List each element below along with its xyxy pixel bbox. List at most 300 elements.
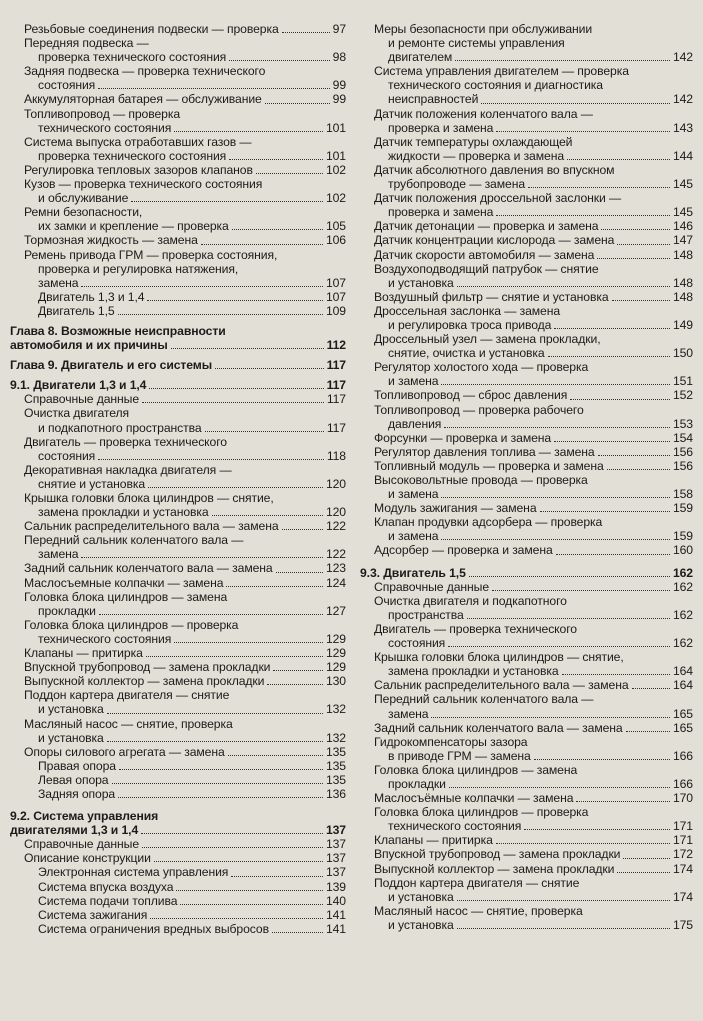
toc-entry-title: Маслосъемные колпачки — замена bbox=[24, 575, 224, 590]
toc-page-number: 137 bbox=[325, 837, 346, 852]
toc-page-number: 130 bbox=[325, 674, 346, 689]
toc-entry-title: двигателями 1,3 и 1,4 bbox=[10, 823, 139, 838]
toc-page-number: 154 bbox=[672, 430, 693, 445]
dot-leader bbox=[448, 646, 670, 647]
toc-entry-title: Регулятор давления топлива — замена bbox=[374, 444, 595, 459]
dot-leader bbox=[131, 201, 323, 202]
toc-entry bbox=[10, 660, 346, 674]
toc-entry-title: Передний сальник коленчатого вала — bbox=[24, 533, 244, 548]
toc-entry-title: Задняя опора bbox=[38, 786, 116, 801]
toc-entry bbox=[360, 459, 693, 473]
toc-entry bbox=[360, 248, 693, 262]
toc-entry-title: Масляный насос — снятие, проверка bbox=[374, 903, 583, 918]
toc-entry-title: Выпускной коллектор — замена прокладки bbox=[374, 861, 615, 876]
toc-entry-title: Меры безопасности при обслуживании bbox=[374, 22, 593, 36]
toc-entry-title: снятие, очистка и установка bbox=[388, 346, 545, 361]
toc-entry-title: и ремонте системы управления bbox=[388, 36, 565, 51]
toc-entry-title: пространства bbox=[388, 607, 464, 622]
toc-entry-title: Высоковольтные провода — проверка bbox=[374, 473, 588, 487]
toc-entry-title: Регулировка тепловых зазоров клапанов bbox=[24, 162, 253, 177]
toc-entry bbox=[10, 837, 346, 851]
toc-entry bbox=[10, 717, 346, 745]
toc-entry-title: Левая опора bbox=[38, 772, 109, 787]
toc-page-number: 120 bbox=[325, 505, 346, 520]
toc-entry-title: Сальник распределительного вала — замена bbox=[24, 519, 279, 534]
dot-leader bbox=[457, 928, 670, 929]
toc-entry-title: и замена bbox=[388, 529, 439, 544]
toc-page-number: 137 bbox=[325, 865, 346, 880]
dot-leader bbox=[171, 348, 324, 349]
toc-entry bbox=[360, 262, 693, 290]
dot-leader bbox=[431, 717, 670, 718]
dot-leader bbox=[201, 244, 323, 245]
toc-entry bbox=[10, 908, 346, 922]
toc-entry bbox=[360, 515, 693, 543]
toc-entry-title: Передний сальник коленчатого вала — bbox=[374, 692, 594, 707]
toc-entry-title: замена bbox=[38, 547, 79, 562]
toc-entry-title: проверка технического состояния bbox=[38, 50, 227, 65]
dot-leader bbox=[556, 554, 670, 555]
toc-entry-title: автомобиля и их причины bbox=[10, 338, 168, 353]
toc-page-number: 142 bbox=[672, 92, 693, 107]
toc-entry-title: Задний сальник коленчатого вала — замена bbox=[374, 720, 623, 735]
toc-entry-title: и регулировка троса привода bbox=[388, 317, 552, 332]
toc-page-number: 99 bbox=[332, 78, 346, 93]
dot-leader bbox=[256, 173, 323, 174]
toc-entry bbox=[10, 205, 346, 233]
toc-page-number: 98 bbox=[332, 50, 346, 65]
toc-entry bbox=[360, 735, 693, 763]
toc-page-number: 107 bbox=[325, 275, 346, 290]
dot-leader bbox=[180, 904, 323, 905]
toc-page-number: 166 bbox=[672, 748, 693, 763]
toc-entry-title: и замена bbox=[388, 487, 439, 502]
toc-entry-title: технического состояния и диагностика bbox=[388, 78, 603, 93]
dot-leader bbox=[228, 755, 323, 756]
toc-entry bbox=[10, 646, 346, 660]
dot-leader bbox=[562, 674, 670, 675]
dot-leader bbox=[457, 900, 670, 901]
toc-entry bbox=[360, 501, 693, 515]
toc-page-number: 170 bbox=[672, 791, 693, 806]
dot-leader bbox=[576, 801, 670, 802]
dot-leader bbox=[496, 215, 670, 216]
toc-entry-title: Воздушный фильтр — снятие и установка bbox=[374, 289, 609, 304]
dot-leader bbox=[449, 787, 670, 788]
toc-entry bbox=[10, 922, 346, 936]
toc-entry bbox=[10, 674, 346, 688]
toc-entry bbox=[360, 360, 693, 388]
dot-leader bbox=[212, 515, 323, 516]
toc-entry-title: в приводе ГРМ — замена bbox=[388, 748, 531, 763]
toc-entry bbox=[360, 403, 693, 431]
toc-page-number: 118 bbox=[326, 448, 346, 463]
toc-entry-title: Датчик положения дроссельной заслонки — bbox=[374, 191, 622, 206]
toc-entry-title: Кузов — проверка технического состояния bbox=[24, 177, 263, 192]
toc-entry-title: Аккумуляторная батарея — обслуживание bbox=[24, 92, 262, 107]
dot-leader bbox=[441, 384, 670, 385]
toc-entry bbox=[360, 678, 693, 692]
toc-page-number: 136 bbox=[325, 786, 346, 801]
dot-leader bbox=[174, 131, 323, 132]
toc-entry-title: состояния bbox=[38, 448, 96, 463]
toc-page-number: 165 bbox=[672, 720, 693, 735]
dot-leader bbox=[597, 258, 670, 259]
toc-entry-title: Задняя подвеска — проверка технического bbox=[24, 64, 266, 79]
toc-entry bbox=[10, 773, 346, 787]
toc-page-number: 144 bbox=[672, 148, 693, 163]
dot-leader bbox=[548, 356, 670, 357]
toc-page-number: 99 bbox=[332, 92, 346, 107]
dot-leader bbox=[112, 783, 323, 784]
toc-entry bbox=[360, 135, 693, 163]
toc-entry bbox=[10, 248, 346, 290]
toc-entry-title: замена прокладки и установка bbox=[388, 664, 559, 679]
toc-page-number: 149 bbox=[672, 317, 693, 332]
dot-leader bbox=[176, 890, 323, 891]
toc-entry-title: Справочные данные bbox=[374, 579, 489, 594]
toc-entry bbox=[10, 324, 346, 352]
toc-entry-title: Резьбовые соединения подвески — проверка bbox=[24, 22, 279, 36]
toc-page-number: 123 bbox=[325, 561, 346, 576]
toc-page-number: 158 bbox=[672, 487, 693, 502]
toc-page-number: 135 bbox=[325, 744, 346, 759]
toc-entry-title: Поддон картера двигателя — снятие bbox=[24, 688, 230, 703]
toc-entry bbox=[360, 566, 693, 580]
toc-page-number: 102 bbox=[325, 191, 346, 206]
toc-entry-title: 9.1. Двигатели 1,3 и 1,4 bbox=[10, 378, 147, 393]
dot-leader bbox=[441, 497, 670, 498]
toc-entry-title: и обслуживание bbox=[38, 191, 129, 206]
toc-entry-title: Поддон картера двигателя — снятие bbox=[374, 875, 580, 890]
toc-entry-title: двигателем bbox=[388, 50, 453, 65]
toc-page-number: 117 bbox=[326, 392, 346, 407]
toc-page-number: 106 bbox=[325, 233, 346, 248]
toc-entry-title: Ремень привода ГРМ — проверка состояния, bbox=[24, 247, 278, 262]
toc-page-number: 140 bbox=[325, 893, 346, 908]
toc-page-number: 102 bbox=[325, 162, 346, 177]
toc-entry bbox=[360, 290, 693, 304]
toc-entry-title: Выпускной коллектор — замена прокладки bbox=[24, 674, 265, 689]
toc-entry-title: Передняя подвеска — bbox=[24, 36, 149, 51]
dot-leader bbox=[146, 656, 323, 657]
toc-entry bbox=[360, 622, 693, 650]
toc-entry-title: Головка блока цилиндров — замена bbox=[24, 589, 228, 604]
toc-entry-title: прокладки bbox=[388, 776, 446, 791]
toc-entry-title: Маслосъёмные колпачки — замена bbox=[374, 791, 574, 806]
dot-leader bbox=[632, 688, 670, 689]
toc-entry bbox=[360, 473, 693, 501]
toc-entry bbox=[10, 759, 346, 773]
toc-entry bbox=[10, 435, 346, 463]
dot-leader bbox=[272, 932, 323, 933]
toc-entry-title: и подкапотного пространства bbox=[38, 420, 202, 435]
dot-leader bbox=[81, 557, 323, 558]
toc-entry-title: Крышка головки блока цилиндров — снятие, bbox=[374, 650, 624, 665]
toc-entry bbox=[10, 290, 346, 304]
toc-entry-title: 9.3. Двигатель 1,5 bbox=[360, 565, 466, 580]
toc-entry-title: Воздухоподводящий патрубок — снятие bbox=[374, 261, 599, 276]
toc-page-number: 150 bbox=[672, 346, 693, 361]
toc-page-number: 166 bbox=[672, 776, 693, 791]
toc-entry-title: состояния bbox=[388, 636, 446, 651]
dot-leader bbox=[141, 833, 323, 834]
toc-entry-title: Система управления двигателем — проверка bbox=[374, 64, 629, 79]
dot-leader bbox=[540, 511, 670, 512]
dot-leader bbox=[142, 847, 323, 848]
toc-page-number: 174 bbox=[672, 861, 693, 876]
toc-entry bbox=[10, 894, 346, 908]
toc-entry-title: Модуль зажигания — замена bbox=[374, 501, 537, 516]
toc-entry bbox=[10, 880, 346, 894]
toc-entry-title: Топливопровод — сброс давления bbox=[374, 388, 568, 403]
dot-leader bbox=[81, 286, 323, 287]
toc-entry-title: Очистка двигателя bbox=[24, 406, 129, 421]
dot-leader bbox=[232, 229, 323, 230]
toc-entry bbox=[10, 865, 346, 879]
toc-page-number: 137 bbox=[325, 823, 346, 838]
dot-leader bbox=[276, 572, 323, 573]
toc-entry bbox=[360, 332, 693, 360]
dot-leader bbox=[142, 402, 324, 403]
toc-page-number: 141 bbox=[325, 921, 346, 936]
toc-entry-title: 9.2. Система управления bbox=[10, 809, 159, 824]
toc-entry-title: Топливопровод — проверка bbox=[24, 106, 181, 121]
toc-entry bbox=[360, 791, 693, 805]
toc-page-number: 151 bbox=[672, 374, 693, 389]
dot-leader bbox=[601, 229, 670, 230]
dot-leader bbox=[98, 459, 324, 460]
dot-leader bbox=[118, 797, 323, 798]
toc-entry bbox=[360, 233, 693, 247]
toc-page-number: 101 bbox=[325, 148, 346, 163]
toc-page-number: 162 bbox=[672, 579, 693, 594]
toc-page-number: 105 bbox=[325, 219, 346, 234]
toc-entry-title: Описание конструкции bbox=[24, 851, 151, 866]
toc-entry-title: неисправностей bbox=[388, 92, 479, 107]
toc-entry-title: Головка блока цилиндров — замена bbox=[374, 762, 578, 777]
toc-entry-title: Электронная система управления bbox=[38, 865, 229, 880]
toc-entry bbox=[10, 392, 346, 406]
toc-entry-title: замена прокладки и установка bbox=[38, 505, 209, 520]
dot-leader bbox=[467, 618, 670, 619]
toc-entry-title: Регулятор холостого хода — проверка bbox=[374, 360, 589, 375]
dot-leader bbox=[205, 431, 324, 432]
toc-entry bbox=[10, 590, 346, 618]
toc-page-number: 143 bbox=[672, 120, 693, 135]
toc-entry-title: Двигатель 1,3 и 1,4 bbox=[38, 289, 145, 304]
toc-entry bbox=[360, 862, 693, 876]
toc-entry-title: и установка bbox=[38, 730, 104, 745]
toc-entry-title: и установка bbox=[38, 702, 104, 717]
toc-page-number: 172 bbox=[672, 847, 693, 862]
toc-entry-title: состояния bbox=[38, 78, 96, 93]
toc-entry bbox=[10, 851, 346, 865]
toc-entry bbox=[10, 177, 346, 205]
dot-leader bbox=[265, 103, 330, 104]
dot-leader bbox=[492, 590, 670, 591]
toc-entry bbox=[10, 233, 346, 247]
toc-page-number: 122 bbox=[325, 547, 346, 562]
dot-leader bbox=[226, 586, 323, 587]
toc-entry-title: технического состояния bbox=[38, 120, 172, 135]
toc-page-number: 127 bbox=[325, 603, 346, 618]
toc-entry-title: и замена bbox=[388, 374, 439, 389]
toc-entry-title: жидкости — проверка и замена bbox=[388, 148, 565, 163]
dot-leader bbox=[273, 670, 323, 671]
dot-leader bbox=[149, 388, 323, 389]
toc-entry bbox=[360, 388, 693, 402]
toc-entry-title: Датчик положения коленчатого вала — bbox=[374, 106, 593, 121]
dot-leader bbox=[617, 244, 670, 245]
toc-page-number: 164 bbox=[672, 664, 693, 679]
toc-page-number: 135 bbox=[325, 772, 346, 787]
toc-entry-title: Головка блока цилиндров — проверка bbox=[374, 805, 589, 820]
toc-entry-title: Ремни безопасности, bbox=[24, 205, 143, 220]
toc-page-number: 124 bbox=[325, 575, 346, 590]
toc-entry-title: Система впуска воздуха bbox=[38, 879, 174, 894]
toc-page-number: 107 bbox=[325, 289, 346, 304]
toc-entry bbox=[360, 805, 693, 833]
toc-entry bbox=[10, 688, 346, 716]
toc-page-number: 117 bbox=[326, 358, 346, 373]
toc-page-number: 129 bbox=[325, 631, 346, 646]
dot-leader bbox=[570, 399, 670, 400]
toc-page-number: 175 bbox=[672, 917, 693, 932]
dot-leader bbox=[148, 487, 323, 488]
toc-page-number: 148 bbox=[672, 289, 693, 304]
toc-entry-title: Глава 8. Возможные неисправности bbox=[10, 323, 226, 338]
dot-leader bbox=[496, 843, 670, 844]
toc-page-number: 117 bbox=[326, 378, 346, 393]
dot-leader bbox=[174, 642, 323, 643]
toc-page-number: 137 bbox=[325, 851, 346, 866]
toc-entry bbox=[360, 445, 693, 459]
dot-leader bbox=[612, 300, 670, 301]
toc-entry-title: замена bbox=[388, 706, 429, 721]
toc-entry-title: Топливный модуль — проверка и замена bbox=[374, 458, 604, 473]
toc-entry-title: проверка и замена bbox=[388, 120, 494, 135]
toc-page-number: 171 bbox=[672, 819, 693, 834]
toc-entry bbox=[10, 107, 346, 135]
toc-page-number: 122 bbox=[325, 519, 346, 534]
toc-page-number: 97 bbox=[332, 22, 346, 36]
toc-entry-title: и установка bbox=[388, 889, 454, 904]
toc-entry-title: Двигатель 1,5 bbox=[38, 303, 115, 318]
toc-entry bbox=[10, 745, 346, 759]
toc-entry-title: Задний сальник коленчатого вала — замена bbox=[24, 561, 273, 576]
toc-page-number: 174 bbox=[672, 889, 693, 904]
toc-page-number: 147 bbox=[672, 233, 693, 248]
toc-entry-title: Система ограничения вредных выбросов bbox=[38, 921, 269, 936]
toc-left-column bbox=[10, 22, 346, 936]
toc-entry-title: Масляный насос — снятие, проверка bbox=[24, 716, 233, 731]
toc-entry bbox=[360, 594, 693, 622]
toc-entry bbox=[360, 833, 693, 847]
toc-entry-title: проверка технического состояния bbox=[38, 148, 227, 163]
dot-leader bbox=[524, 829, 670, 830]
toc-entry bbox=[10, 358, 346, 372]
toc-page-number: 156 bbox=[672, 444, 693, 459]
toc-page-number: 162 bbox=[672, 607, 693, 622]
toc-entry-title: Сальник распределительного вала — замена bbox=[374, 678, 629, 693]
toc-entry bbox=[10, 809, 346, 837]
toc-entry-title: проверка и замена bbox=[388, 205, 494, 220]
toc-entry bbox=[10, 533, 346, 561]
toc-entry-title: Дроссельная заслонка — замена bbox=[374, 303, 561, 318]
toc-page-number: 148 bbox=[672, 247, 693, 262]
toc-page-number: 109 bbox=[325, 303, 346, 318]
toc-entry-title: Крышка головки блока цилиндров — снятие, bbox=[24, 491, 274, 505]
toc-entry-title: Декоративная накладка двигателя — bbox=[24, 462, 232, 477]
toc-page-number: 159 bbox=[672, 501, 693, 516]
toc-entry bbox=[10, 135, 346, 163]
dot-leader bbox=[150, 918, 323, 919]
toc-page-number: 141 bbox=[325, 907, 346, 922]
dot-leader bbox=[441, 539, 670, 540]
toc-entry-title: Справочные данные bbox=[24, 392, 139, 407]
dot-leader bbox=[469, 576, 670, 577]
toc-entry-title: их замки и крепление — проверка bbox=[38, 219, 229, 234]
dot-leader bbox=[282, 32, 330, 33]
dot-leader bbox=[481, 103, 670, 104]
toc-entry bbox=[10, 406, 346, 434]
toc-entry bbox=[360, 904, 693, 932]
toc-entry bbox=[10, 491, 346, 519]
toc-entry bbox=[360, 543, 693, 557]
dot-leader bbox=[534, 759, 670, 760]
toc-page-number: 171 bbox=[672, 833, 693, 848]
toc-page-number: 129 bbox=[325, 660, 346, 675]
toc-entry bbox=[360, 163, 693, 191]
toc-entry-title: Адсорбер — проверка и замена bbox=[374, 543, 553, 558]
toc-entry-title: Датчик температуры охлаждающей bbox=[374, 134, 573, 149]
toc-page-number: 165 bbox=[672, 706, 693, 721]
toc-page-number: 153 bbox=[672, 416, 693, 431]
toc-entry-title: прокладки bbox=[38, 603, 96, 618]
toc-entry-title: замена bbox=[38, 275, 79, 290]
toc-page-number: 117 bbox=[326, 420, 346, 435]
toc-entry bbox=[360, 876, 693, 904]
dot-leader bbox=[98, 88, 329, 89]
toc-entry-title: Двигатель — проверка технического bbox=[24, 434, 227, 449]
dot-leader bbox=[147, 300, 322, 301]
toc-entry bbox=[10, 787, 346, 801]
dot-leader bbox=[229, 159, 323, 160]
toc-entry bbox=[360, 692, 693, 720]
toc-page-number: 148 bbox=[672, 275, 693, 290]
toc-entry bbox=[360, 431, 693, 445]
toc-page-number: 162 bbox=[672, 565, 693, 580]
toc-entry-title: и установка bbox=[388, 275, 454, 290]
dot-leader bbox=[554, 441, 670, 442]
toc-entry bbox=[10, 463, 346, 491]
toc-page-number: 132 bbox=[325, 730, 346, 745]
toc-entry-title: Клапан продувки адсорбера — проверка bbox=[374, 515, 603, 530]
toc-entry-title: Клапаны — притирка bbox=[374, 833, 493, 848]
toc-page-number: 139 bbox=[325, 879, 346, 894]
dot-leader bbox=[496, 131, 670, 132]
toc-entry-title: Двигатель — проверка технического bbox=[374, 621, 577, 636]
dot-leader bbox=[623, 858, 670, 859]
toc-entry-title: Тормозная жидкость — замена bbox=[24, 233, 198, 248]
toc-entry-title: трубопроводе — замена bbox=[388, 177, 525, 192]
toc-entry bbox=[10, 561, 346, 575]
toc-entry-title: Датчик детонации — проверка и замена bbox=[374, 219, 599, 234]
toc-entry bbox=[10, 304, 346, 318]
dot-leader bbox=[229, 60, 329, 61]
dot-leader bbox=[231, 876, 323, 877]
